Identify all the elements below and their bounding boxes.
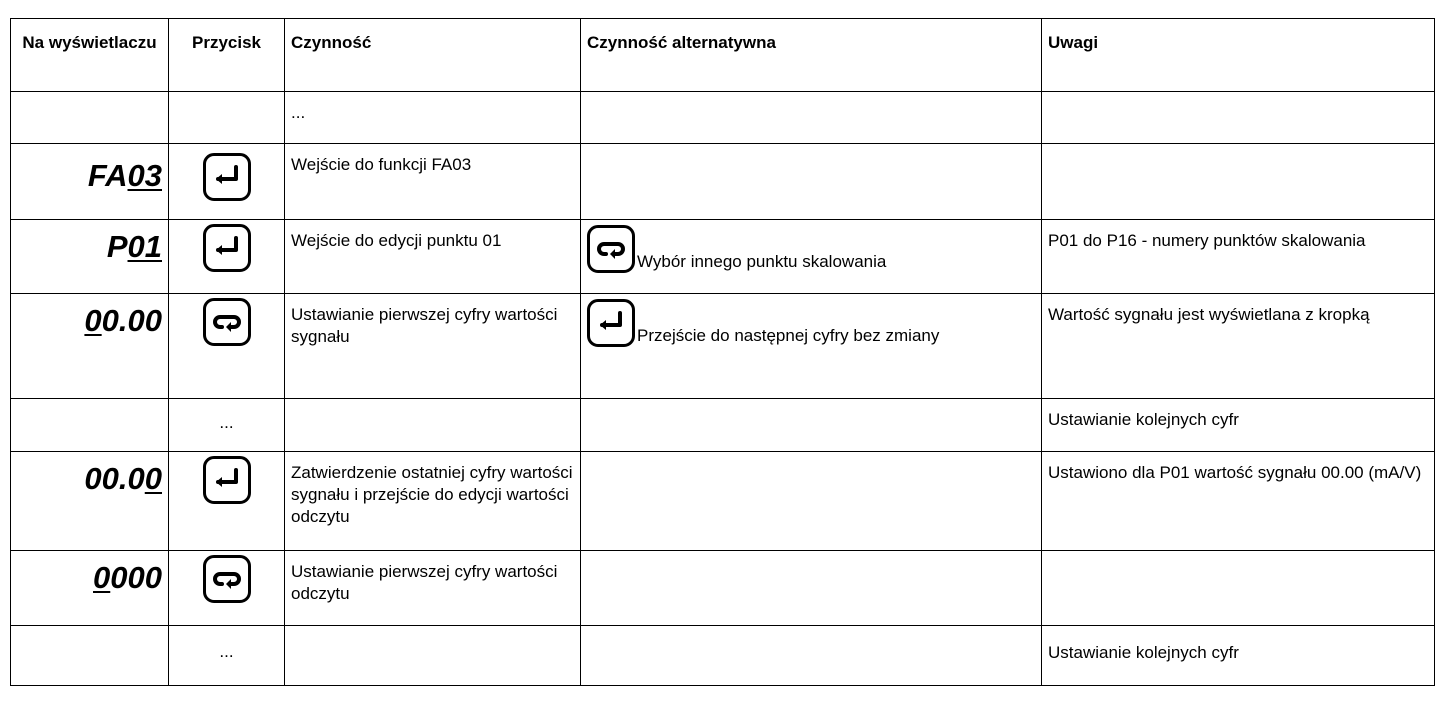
notes-text: Wartość sygnału jest wyświetlana z kropką (1048, 305, 1370, 324)
cell-display (11, 220, 169, 294)
header-notes (1042, 19, 1435, 92)
enter-key-icon (203, 153, 251, 201)
cell-button (169, 220, 285, 294)
table-row (11, 144, 1435, 220)
cell-display (11, 144, 169, 220)
notes-text: P01 do P16 - numery punktów skalowania (1048, 231, 1366, 250)
cell-action (285, 551, 581, 626)
enter-key-icon (203, 224, 251, 272)
cell-button (169, 551, 285, 626)
cell-action (285, 144, 581, 220)
header-display (11, 19, 169, 92)
table-row (11, 551, 1435, 626)
cycle-key-icon (203, 298, 251, 346)
cell-button (169, 294, 285, 399)
cell-alt-action (581, 144, 1042, 220)
table-row (11, 399, 1435, 452)
action-text: Ustawianie pierwszej cyfry wartości odczytu (291, 562, 558, 603)
alt-action (581, 294, 1041, 347)
action-text: Wejście do edycji punktu 01 (291, 231, 502, 250)
header-action (285, 19, 581, 92)
cell-action (285, 399, 581, 452)
display-value: P01 (106, 229, 162, 264)
cell-action (285, 92, 581, 144)
display-value: 0000 (93, 560, 162, 595)
cell-notes (1042, 144, 1435, 220)
header-button-label: Przycisk (192, 33, 261, 52)
header-button (169, 19, 285, 92)
header-notes-label: Uwagi (1048, 33, 1099, 52)
cycle-key-icon (587, 225, 635, 273)
cell-notes (1042, 92, 1435, 144)
enter-key-icon (203, 456, 251, 504)
display-value: FA03 (87, 158, 162, 193)
instruction-table (10, 18, 1435, 686)
button-placeholder: ... (219, 413, 234, 432)
cell-notes (1042, 220, 1435, 294)
alt-action (581, 220, 1041, 273)
header-row (11, 19, 1435, 92)
header-alt-action-label: Czynność alternatywna (587, 33, 776, 52)
cell-button (169, 452, 285, 551)
table-row (11, 294, 1435, 399)
action-text: Ustawianie pierwszej cyfry wartości sygnału (291, 305, 558, 346)
alt-action-text: Przejście do następnej cyfry bez zmiany (637, 326, 940, 345)
cell-button (169, 399, 285, 452)
cell-alt-action (581, 92, 1042, 144)
cell-action (285, 220, 581, 294)
cell-alt-action (581, 551, 1042, 626)
button-placeholder: ... (219, 642, 234, 661)
cell-display (11, 551, 169, 626)
cell-display (11, 626, 169, 686)
display-value: 00.00 (84, 461, 162, 496)
table-row (11, 92, 1435, 144)
cell-notes (1042, 452, 1435, 551)
table-row (11, 220, 1435, 294)
cell-button (169, 92, 285, 144)
action-text: Zatwierdzenie ostatniej cyfry wartości sygnału i przejście do edycji wartości odczytu (291, 463, 573, 526)
cell-alt-action (581, 399, 1042, 452)
cell-notes (1042, 551, 1435, 626)
cell-notes (1042, 399, 1435, 452)
cell-button (169, 144, 285, 220)
cell-alt-action (581, 294, 1042, 399)
cell-alt-action (581, 452, 1042, 551)
cell-action (285, 452, 581, 551)
cell-alt-action (581, 626, 1042, 686)
notes-text: Ustawianie kolejnych cyfr (1048, 643, 1239, 662)
cell-display (11, 294, 169, 399)
header-display-label: Na wyświetlaczu (22, 33, 157, 52)
cycle-key-icon (203, 555, 251, 603)
cell-action (285, 294, 581, 399)
cell-action (285, 626, 581, 686)
table-row (11, 452, 1435, 551)
alt-action-text: Wybór innego punktu skalowania (637, 252, 887, 271)
cell-notes (1042, 294, 1435, 399)
action-text: Wejście do funkcji FA03 (291, 155, 472, 174)
notes-text: Ustawiono dla P01 wartość sygnału 00.00 (mA/V) (1048, 463, 1422, 482)
enter-key-icon (587, 299, 635, 347)
cell-button (169, 626, 285, 686)
action-text: ... (291, 103, 306, 122)
table-row (11, 626, 1435, 686)
header-alt-action (581, 19, 1042, 92)
header-action-label: Czynność (291, 33, 372, 52)
cell-display (11, 452, 169, 551)
cell-notes (1042, 626, 1435, 686)
notes-text: Ustawianie kolejnych cyfr (1048, 410, 1239, 429)
cell-display (11, 399, 169, 452)
display-value: 00.00 (84, 303, 162, 338)
cell-alt-action (581, 220, 1042, 294)
cell-display (11, 92, 169, 144)
